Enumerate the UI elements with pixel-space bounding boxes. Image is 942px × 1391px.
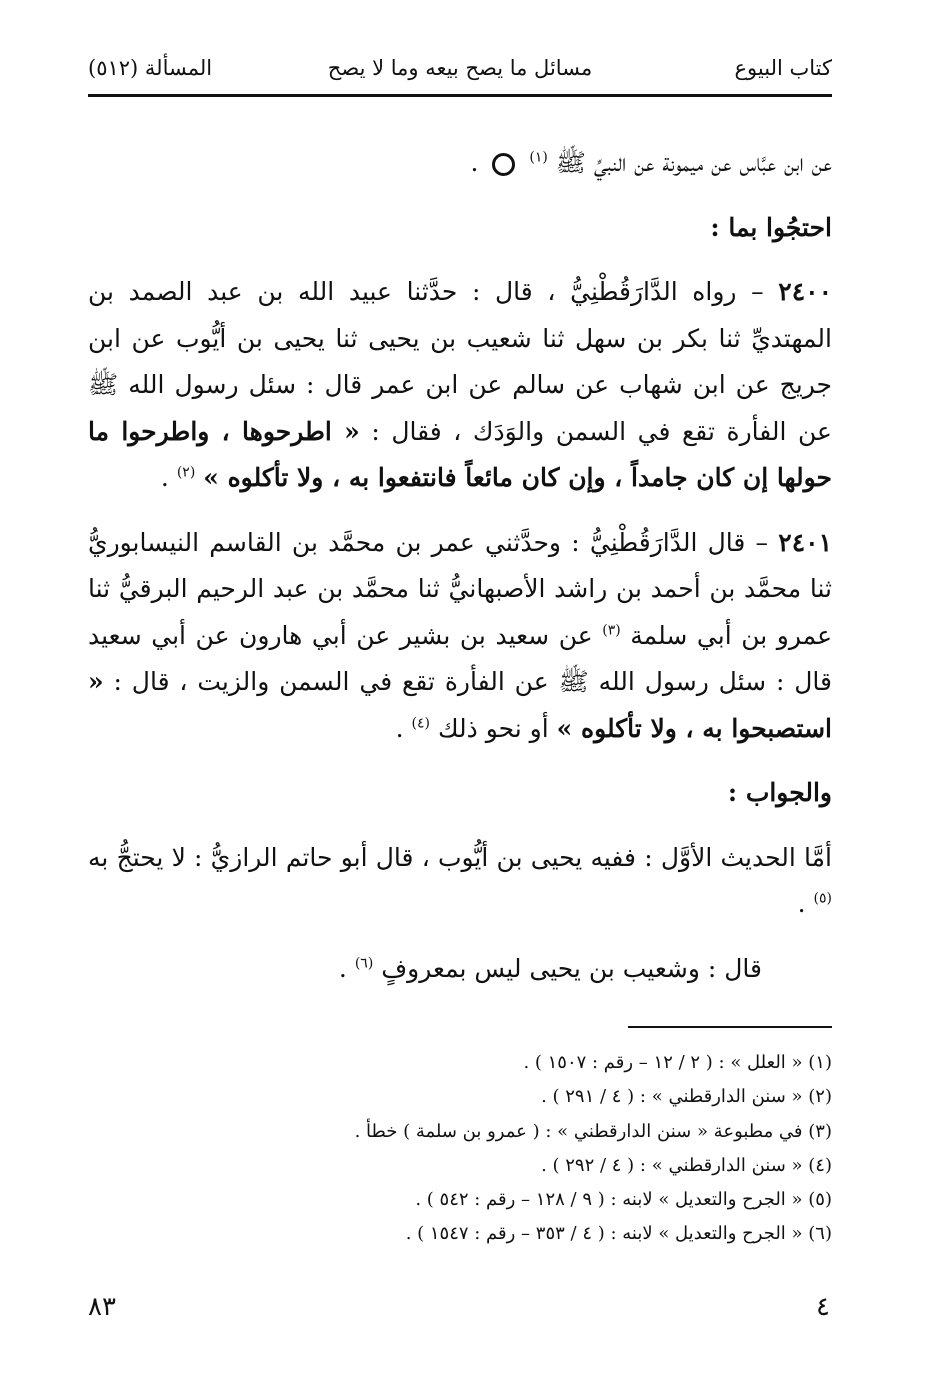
footnote-1: (١) « العلل » : ( ٢ / ١٢ – رقم : ١٥٠٧ ) . <box>523 1052 832 1073</box>
footnote-ref: (٥) <box>813 890 832 907</box>
footnote-ref: (١) <box>529 149 548 166</box>
heading-answer: والجواب : <box>727 778 832 807</box>
footnote-ref: (٦) <box>354 955 374 972</box>
footnotes <box>272 1046 832 1252</box>
hadith-number: ٢٤٠٠ <box>778 277 832 306</box>
footnote-6: (٦) « الجرح والتعديل » لابنه : ( ٤ / ٣٥٣ – رقم : ١٥٤٧ ) . <box>405 1223 832 1245</box>
hadith-quote: « استصبحوا به ، ولا تأكلوه » <box>88 667 832 743</box>
running-head <box>88 52 832 92</box>
footnote-ref: (٢) <box>176 464 196 481</box>
hadith-number: ٢٤٠١ <box>778 527 832 557</box>
footnote-2: (٢) « سنن الدارقطني » : ( ٤ / ٢٩١ ) . <box>541 1086 832 1108</box>
hadith-quote: « اطرحوها ، واطرحوا ما حولها إن كان جامداً ، وإن كان مائعاً فانتفعوا به ، ولا تأكلوه » <box>88 416 832 492</box>
closing-line: قال : وشعيب بن يحيى ليس بمعروفٍ $^{(٦)}$ . <box>338 953 762 983</box>
footnote-ref: (٤) <box>411 715 430 732</box>
main-text <box>88 140 832 992</box>
heading-evidence: احتجُوا بما : <box>710 212 832 242</box>
chapter-title: كتاب البيوع <box>734 56 832 80</box>
section-title: مسائل ما يصح بيعه وما لا يصح <box>327 56 593 80</box>
answer-paragraph: أمَّا الحديث الأوَّل : ففيه يحيى بن أيُّوب ، قال أبو حاتم الرازيُّ : لا يحتجُّ به $^{(٥)}$ . <box>88 842 832 918</box>
footnote-ref: (٣) <box>602 622 621 639</box>
footnote-3: (٣) في مطبوعة « سنن الدارقطني » : ( عمرو بن سلمة ) خطأ . <box>354 1120 832 1142</box>
opening-line: عن ابن عبَّاس عن ميمونة عن النبيِّ ﷺ $^{(١)}$ . <box>470 148 832 177</box>
page-number-left: ٨٣ <box>88 1292 116 1322</box>
footnote-rule <box>628 1026 832 1028</box>
footnote-5: (٥) « الجرح والتعديل » لابنه : ( ٩ / ١٢٨ – رقم : ٥٤٢ ) . <box>415 1189 832 1211</box>
hadith-2400: ٢٤٠٠ – رواه الدَّارَقُطْنِيُّ ، قال : حدَّثنا عبيد الله بن عبد الصمد بن المهتديِّ ثنا بكر بن سهل ثنا شعيب بن يحيى ثنا يحيى بن أيُّوب عن ابن جريج عن ابن شهاب عن سالم عن ابن عمر قال : سئل رسول الله ﷺ عن الفأرة تقع في السمن والوَدَك ، فقال : « اطرحوها ، واطرحوا ما حولها إن كان جامداً ، وإن كان مائعاً فانتفعوا به ، ولا تأكلوه » $^{(٢)}$ . <box>88 277 832 492</box>
footnote-4: (٤) « سنن الدارقطني » : ( ٤ / ٢٩٢ ) . <box>541 1154 832 1176</box>
header-rule <box>88 94 832 97</box>
circle-symbol-icon <box>492 153 515 176</box>
issue-number: المسألة (٥١٢) <box>88 56 213 80</box>
page-number-right: ٤ <box>816 1292 830 1322</box>
hadith-2401: ٢٤٠١ – قال الدَّارَقُطْنِيُّ : وحدَّثني عمر بن محمَّد بن القاسم النيسابوريُّ ثنا محمَّد بن أحمد بن راشد الأصبهانيُّ ثنا محمَّد بن عبد الرحيم البرقيُّ ثنا عمرو بن أبي سلمة $^{(٣)}$ عن سعيد بن بشير عن أبي هارون عن أبي سعيد قال : سئل رسول الله ﷺ عن الفأرة تقع في السمن والزيت ، قال : « استصبحوا به ، ولا تأكلوه » أو نحو ذلك $^{(٤)}$ . <box>88 527 833 743</box>
